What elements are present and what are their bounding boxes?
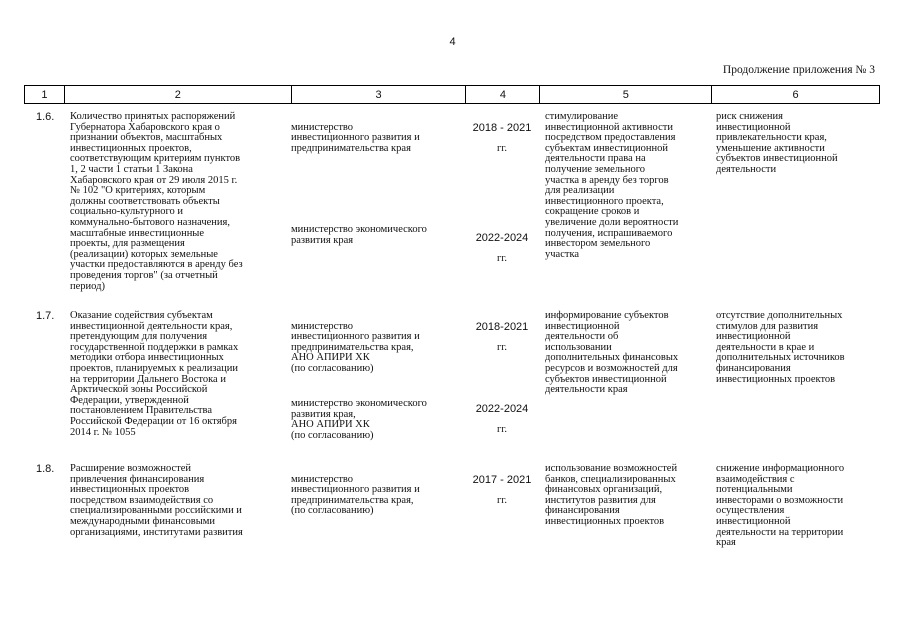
risk-text: отсутствие дополнительных стимулов для развития инвестиционной деятельности в крае и дополнительных источников финансирования инвестиционных проектов: [716, 310, 845, 385]
column-header-4: 4: [466, 86, 540, 104]
period-cell: [464, 112, 540, 275]
measure-text: Оказание содействия субъектам инвестиционной деятельности края, претендующим для получения государственной поддержки в рамках методики отбора инвестиционных проектов, планируемых к реализации на территории Дальнего Востока и Арктической зоны Российской Федерации, утвержденной постановлением Правительства Российской Федерации от 16 октября 2014 г. № 1055: [70, 310, 239, 438]
column-header-table: [24, 85, 880, 104]
executor-cell: [291, 112, 466, 257]
executor-primary: министерство инвестиционного развития и предпринимательства края: [291, 121, 420, 154]
column-header-5: 5: [540, 86, 712, 104]
measure-text: Количество принятых распоряжений Губернатора Хабаровского края о признании объектов, масштабных инвестиционных проектов, соответствующим критериям пунктов 1, 2 части 1 статьи 1 Закона Хабаровского края от 29 июля 2015 г. № 102 "О критериях, которым должны соответствовать объекты социально-культурного и коммунально-бытового назначения, масштабные инвестиционные проекты, для размещения (реализации) которых земельные участки предоставляются в аренду без проведения торгов" (за отчетный период): [70, 111, 243, 292]
column-header-2: 2: [64, 86, 291, 104]
period-secondary: 2022-2024: [475, 402, 529, 415]
column-header-3: 3: [291, 86, 466, 104]
row-number: 1.8.: [36, 463, 55, 475]
row-number: 1.7.: [36, 310, 55, 322]
continuation-caption: Продолжение приложения № 3: [722, 64, 875, 76]
executor-cell: [291, 311, 466, 452]
measure-text: Расширение возможностей привлечения финансирования инвестиционных проектов посредством взаимодействия со специализированными российскими и международными финансовыми организациями, институтами развития: [70, 463, 243, 538]
period-secondary: 2022-2024: [475, 231, 529, 244]
period-primary: 2018 - 2021: [472, 121, 532, 134]
column-header-6: 6: [712, 86, 880, 104]
column-header-1: 1: [25, 86, 65, 104]
period-primary-unit: гг.: [496, 341, 508, 353]
period-secondary-unit: гг.: [496, 253, 508, 265]
period-primary: 2017 - 2021: [472, 473, 532, 486]
period-cell: [464, 464, 540, 517]
executor-secondary: министерство экономического развития края: [291, 223, 427, 246]
risk-text: снижение информационного взаимодействия с потенциальными инвесторами о возможности осуществления инвестиционной деятельности на территории края: [716, 463, 845, 549]
executor-cell: [291, 464, 466, 528]
expected-result: информирование субъектов инвестиционной деятельности об использовании дополнительных финансовых ресурсов и возможностей для субъектов инвестиционной деятельности края: [545, 310, 679, 396]
row-number: 1.6.: [36, 111, 55, 123]
period-primary: 2018-2021: [475, 320, 529, 333]
risk-text: риск снижения инвестиционной привлекательности края, уменьшение активности субъектов инвестиционной деятельности: [716, 111, 838, 175]
page-number: 4: [449, 36, 456, 48]
period-cell: [464, 311, 540, 446]
executor-primary: министерство инвестиционного развития и предпринимательства края, АНО АПИРИ ХК (по согласованию): [291, 320, 420, 374]
expected-result: стимулирование инвестиционной активности посредством предоставления субъектам инвестиционной деятельности права на получение земельного участка в аренду без торгов для реализации инвестиционного проекта, сокращение сроков и увеличение доли вероятности получения, испрашиваемого инвестором земельного участка: [545, 111, 679, 260]
period-primary-unit: гг.: [496, 142, 508, 154]
column-header-row: [25, 86, 880, 104]
executor-primary: министерство инвестиционного развития и предпринимательства края, (по согласованию): [291, 473, 420, 517]
period-secondary-unit: гг.: [496, 424, 508, 436]
executor-secondary: министерство экономического развития края, АНО АПИРИ ХК (по согласованию): [291, 398, 427, 441]
expected-result: использование возможностей банков, специализированных финансовых организаций, институтов развития для финансирования инвестиционных проектов: [545, 463, 678, 527]
period-primary-unit: гг.: [496, 494, 508, 506]
